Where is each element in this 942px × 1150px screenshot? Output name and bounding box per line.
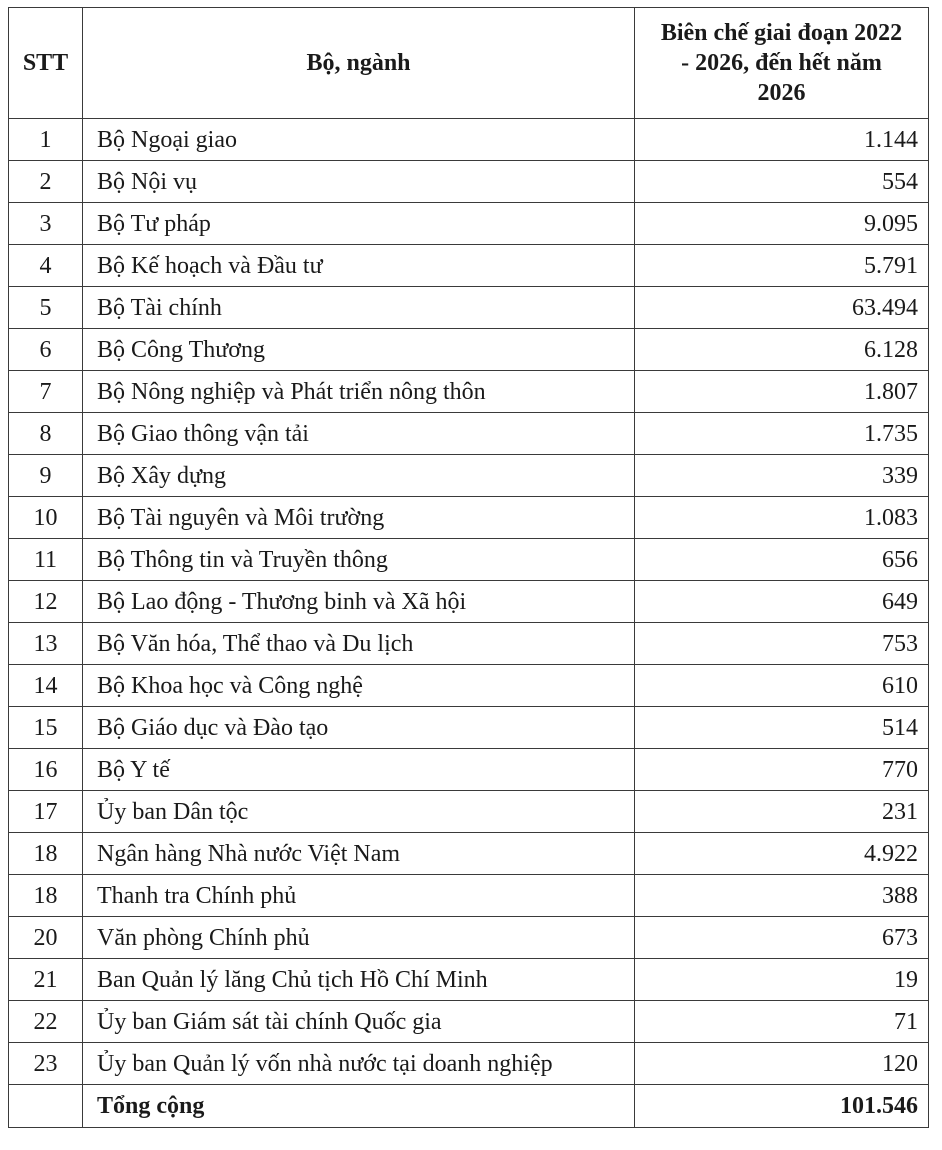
staffing-count: 649 (635, 581, 929, 623)
staffing-table (8, 7, 929, 1128)
staffing-count: 673 (635, 917, 929, 959)
row-number: 21 (9, 959, 83, 1001)
ministry-name: Bộ Nông nghiệp và Phát triển nông thôn (83, 371, 635, 413)
ministry-name: Bộ Nội vụ (83, 161, 635, 203)
staffing-count: 9.095 (635, 203, 929, 245)
row-number: 12 (9, 581, 83, 623)
ministry-name: Văn phòng Chính phủ (83, 917, 635, 959)
staffing-count: 1.083 (635, 497, 929, 539)
ministry-name: Ủy ban Quản lý vốn nhà nước tại doanh nghiệp (83, 1043, 635, 1085)
table-row (9, 623, 929, 665)
row-number: 18 (9, 875, 83, 917)
table-row (9, 287, 929, 329)
table-row (9, 119, 929, 161)
table-row (9, 1001, 929, 1043)
table-row (9, 455, 929, 497)
table-header-row (9, 8, 929, 119)
row-number: 1 (9, 119, 83, 161)
ministry-name: Bộ Thông tin và Truyền thông (83, 539, 635, 581)
ministry-name: Bộ Tài nguyên và Môi trường (83, 497, 635, 539)
ministry-name: Ủy ban Dân tộc (83, 791, 635, 833)
ministry-name: Ủy ban Giám sát tài chính Quốc gia (83, 1001, 635, 1043)
staffing-count: 231 (635, 791, 929, 833)
row-number: 23 (9, 1043, 83, 1085)
ministry-name: Bộ Lao động - Thương binh và Xã hội (83, 581, 635, 623)
table-row (9, 833, 929, 875)
table-row (9, 665, 929, 707)
ministry-name: Ban Quản lý lăng Chủ tịch Hồ Chí Minh (83, 959, 635, 1001)
table-row (9, 161, 929, 203)
ministry-name: Bộ Công Thương (83, 329, 635, 371)
table-body (9, 119, 929, 1128)
staffing-count: 1.144 (635, 119, 929, 161)
staffing-count: 388 (635, 875, 929, 917)
row-number: 5 (9, 287, 83, 329)
ministry-name: Bộ Kế hoạch và Đầu tư (83, 245, 635, 287)
staffing-count: 770 (635, 749, 929, 791)
row-number: 3 (9, 203, 83, 245)
table-row (9, 1043, 929, 1085)
row-number: 2 (9, 161, 83, 203)
header-staffing-quota: Biên chế giai đoạn 2022 - 2026, đến hết năm 2026 (635, 8, 929, 119)
staffing-count: 4.922 (635, 833, 929, 875)
header-stt: STT (9, 8, 83, 119)
table-row (9, 245, 929, 287)
table-row (9, 791, 929, 833)
ministry-name: Bộ Tư pháp (83, 203, 635, 245)
table-row (9, 875, 929, 917)
row-number: 20 (9, 917, 83, 959)
table-row (9, 371, 929, 413)
staffing-count: 554 (635, 161, 929, 203)
ministry-name: Tổng cộng (83, 1085, 635, 1128)
row-number: 11 (9, 539, 83, 581)
table-row (9, 497, 929, 539)
staffing-count: 19 (635, 959, 929, 1001)
document-page (8, 7, 929, 1128)
ministry-name: Bộ Tài chính (83, 287, 635, 329)
ministry-name: Bộ Giáo dục và Đào tạo (83, 707, 635, 749)
staffing-count: 120 (635, 1043, 929, 1085)
header-ministry: Bộ, ngành (83, 8, 635, 119)
row-number: 16 (9, 749, 83, 791)
staffing-count: 656 (635, 539, 929, 581)
row-number: 13 (9, 623, 83, 665)
table-row (9, 329, 929, 371)
row-number: 14 (9, 665, 83, 707)
staffing-count: 610 (635, 665, 929, 707)
ministry-name: Bộ Văn hóa, Thể thao và Du lịch (83, 623, 635, 665)
ministry-name: Bộ Khoa học và Công nghệ (83, 665, 635, 707)
row-number: 8 (9, 413, 83, 455)
ministry-name: Thanh tra Chính phủ (83, 875, 635, 917)
staffing-count: 753 (635, 623, 929, 665)
ministry-name: Ngân hàng Nhà nước Việt Nam (83, 833, 635, 875)
table-row (9, 749, 929, 791)
row-number: 9 (9, 455, 83, 497)
row-number (9, 1085, 83, 1128)
table-row (9, 539, 929, 581)
table-row (9, 413, 929, 455)
staffing-count: 5.791 (635, 245, 929, 287)
total-row (9, 1085, 929, 1128)
staffing-count: 1.807 (635, 371, 929, 413)
table-row (9, 959, 929, 1001)
ministry-name: Bộ Y tế (83, 749, 635, 791)
staffing-count: 63.494 (635, 287, 929, 329)
row-number: 15 (9, 707, 83, 749)
row-number: 7 (9, 371, 83, 413)
row-number: 18 (9, 833, 83, 875)
staffing-count: 101.546 (635, 1085, 929, 1128)
ministry-name: Bộ Giao thông vận tải (83, 413, 635, 455)
ministry-name: Bộ Ngoại giao (83, 119, 635, 161)
staffing-count: 6.128 (635, 329, 929, 371)
staffing-count: 71 (635, 1001, 929, 1043)
ministry-name: Bộ Xây dựng (83, 455, 635, 497)
table-row (9, 203, 929, 245)
row-number: 22 (9, 1001, 83, 1043)
staffing-count: 339 (635, 455, 929, 497)
row-number: 17 (9, 791, 83, 833)
table-row (9, 581, 929, 623)
row-number: 4 (9, 245, 83, 287)
row-number: 10 (9, 497, 83, 539)
staffing-count: 1.735 (635, 413, 929, 455)
staffing-count: 514 (635, 707, 929, 749)
table-row (9, 707, 929, 749)
row-number: 6 (9, 329, 83, 371)
table-row (9, 917, 929, 959)
